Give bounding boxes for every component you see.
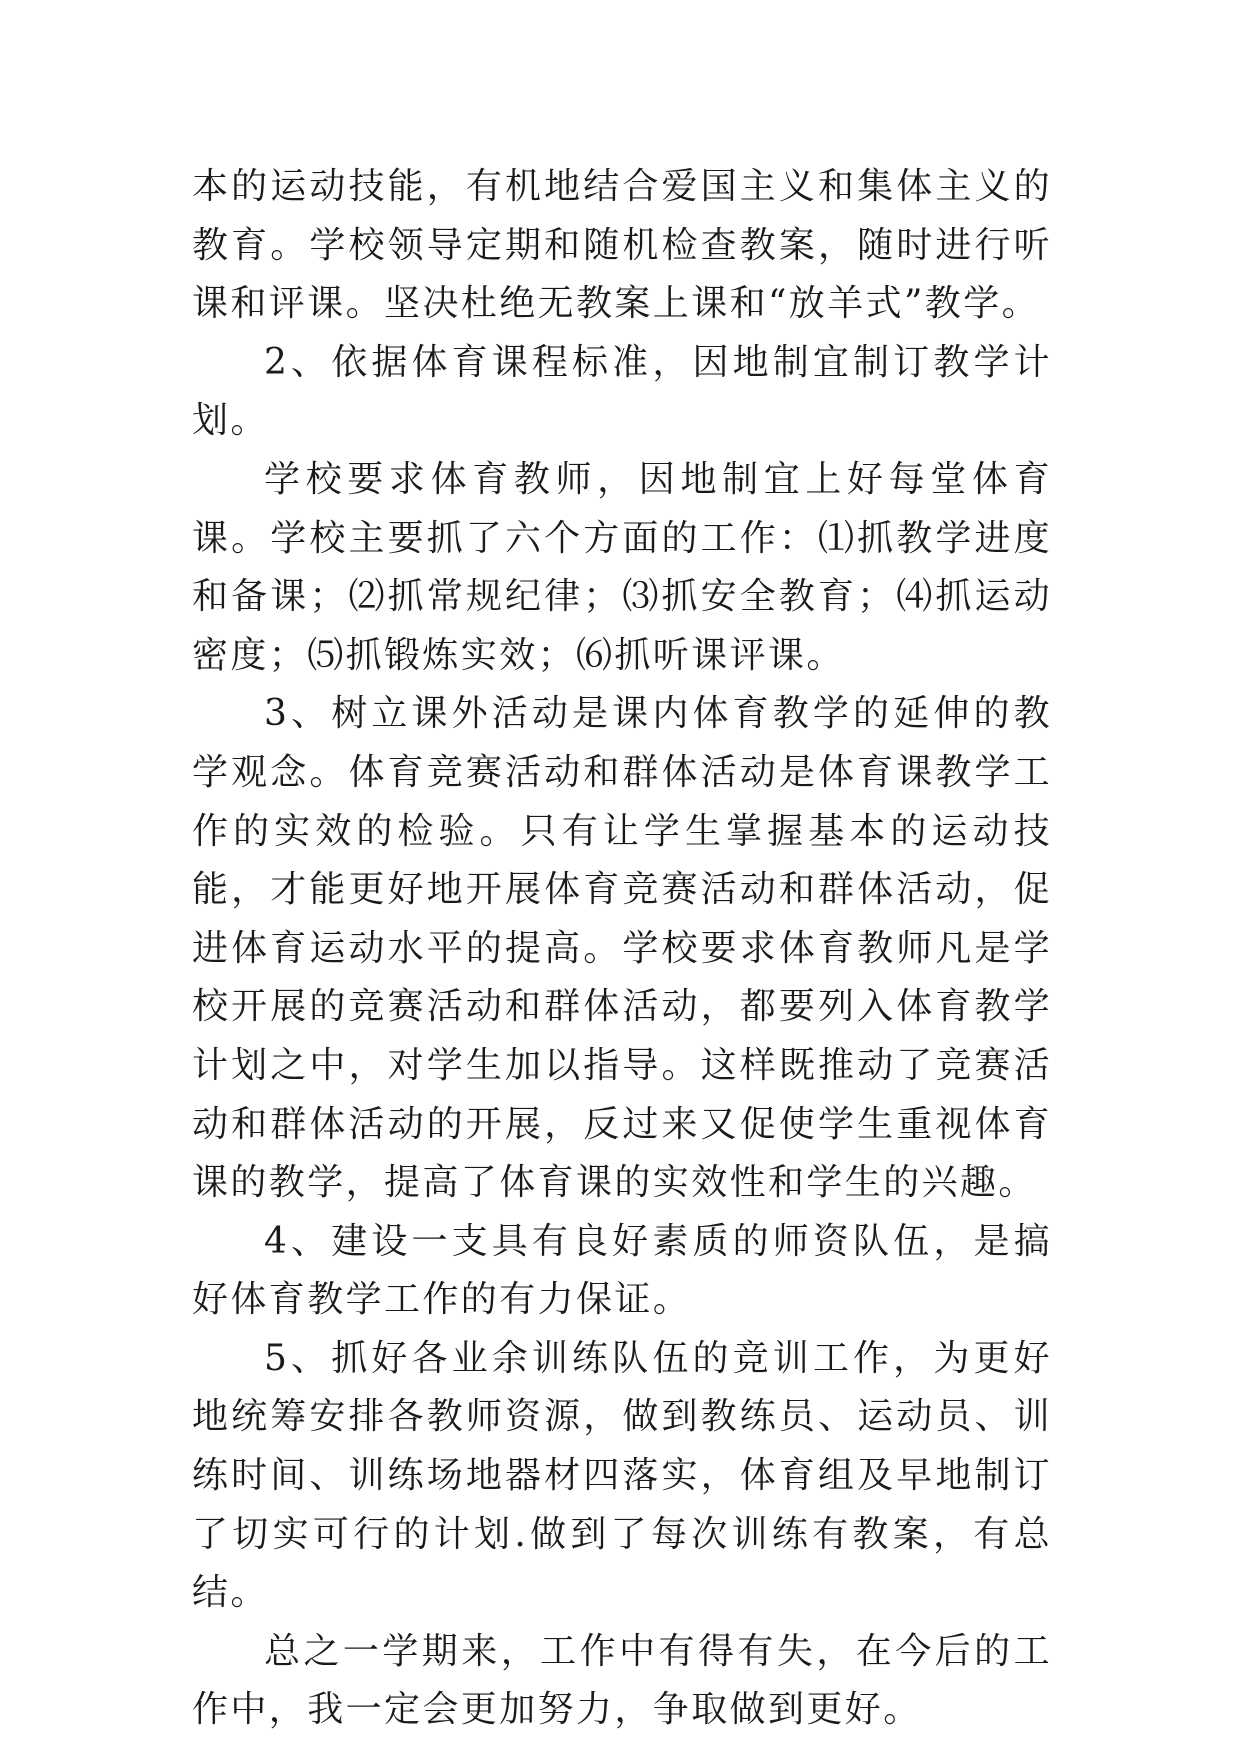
body-text — [192, 158, 1052, 1740]
paragraph-six-aspects: 学校要求体育教师，因地制宜上好每堂体育课。学校主要抓了六个方面的工作：⑴抓教学进度和备课；⑵抓常规纪律；⑶抓安全教育；⑷抓运动密度；⑸抓锻炼实效；⑹抓听课评课。 — [192, 458, 1052, 676]
paragraph-item-3: 3、树立课外活动是课内体育教学的延伸的教学观念。体育竞赛活动和群体活动是体育课教学工作的实效的检验。只有让学生掌握基本的运动技能，才能更好地开展体育竞赛活动和群体活动，促进体育运动水平的提高。学校要求体育教师凡是学校开展的竞赛活动和群体活动，都要列入体育教学计划之中，对学生加以指导。这样既推动了竞赛活动和群体活动的开展，反过来又促使学生重视体育课的教学，提高了体育课的实效性和学生的兴趣。 — [192, 693, 1052, 1204]
paragraph-continuation: 本的运动技能，有机地结合爱国主义和集体主义的教育。学校领导定期和随机检查教案，随时进行听课和评课。坚决杜绝无教案上课和“放羊式”教学。 — [192, 166, 1052, 325]
paragraph-item-5: 5、抓好各业余训练队伍的竞训工作，为更好地统筹安排各教师资源，做到教练员、运动员、训练时间、训练场地器材四落实，体育组及早地制订了切实可行的计划.做到了每次训练有教案，有总结。 — [192, 1337, 1052, 1614]
paragraph-item-4: 4、建设一支具有良好素质的师资队伍，是搞好体育教学工作的有力保证。 — [192, 1220, 1052, 1321]
paragraph-item-2: 2、依据体育课程标准，因地制宜制订教学计划。 — [192, 341, 1052, 442]
paragraph-conclusion: 总之一学期来，工作中有得有失，在今后的工作中，我一定会更加努力，争取做到更好。 — [192, 1630, 1052, 1731]
